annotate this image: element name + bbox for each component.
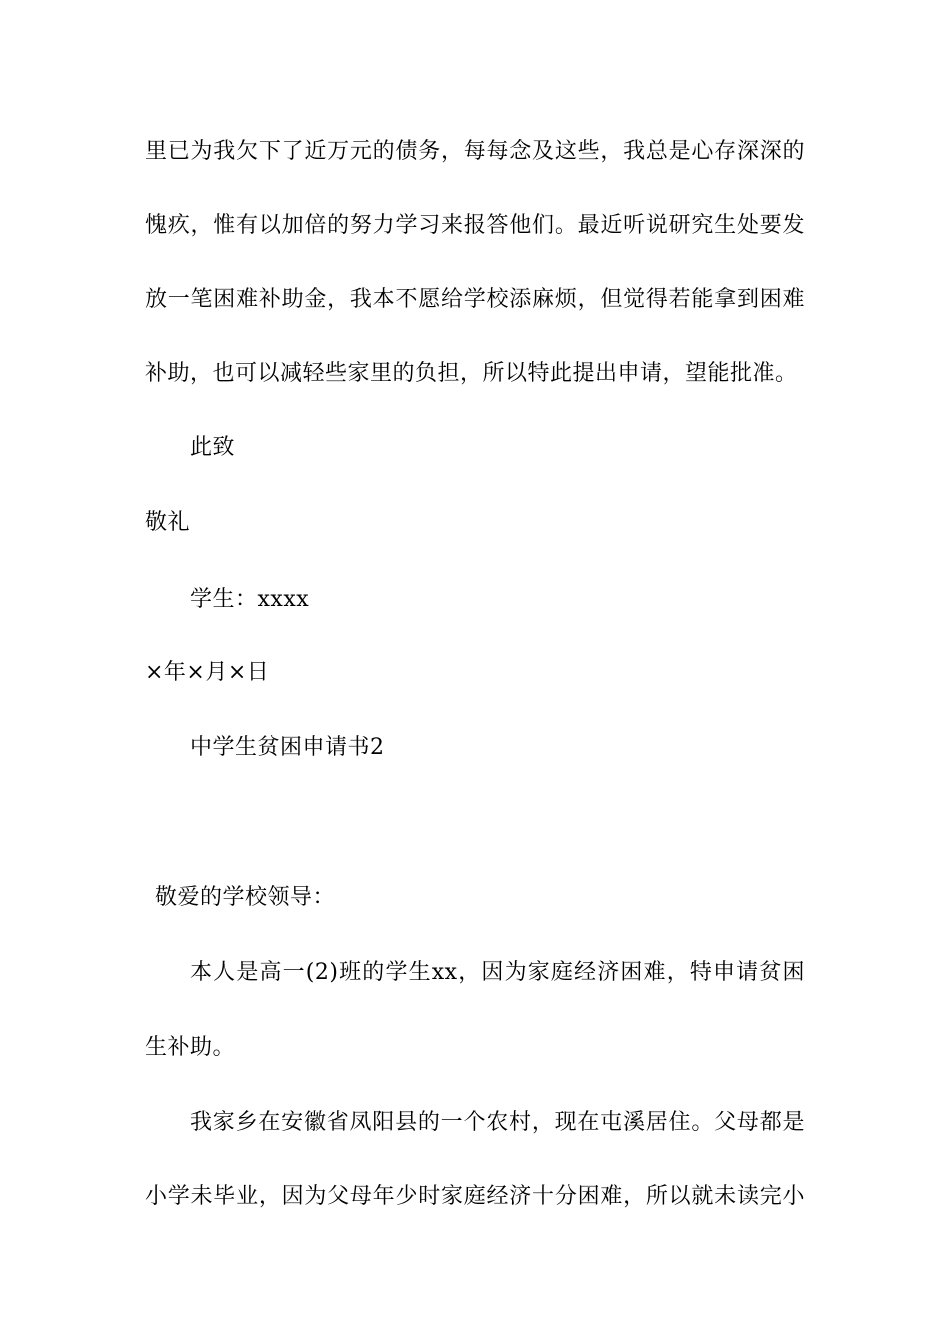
paragraph-line: 小学未毕业，因为父母年少时家庭经济十分困难，所以就未读完小 [145, 1184, 805, 1209]
paragraph-line: 本人是高一(2)班的学生xx，因为家庭经济困难，特申请贫困 [190, 960, 805, 985]
salutation: 敬爱的学校领导： [155, 885, 336, 910]
closing-regards: 敬礼 [145, 510, 191, 535]
body-text-line: 里已为我欠下了近万元的债务，每每念及这些，我总是心存深深的 [145, 139, 805, 164]
section-title: 中学生贫困申请书2 [190, 735, 385, 760]
paragraph-line: 生补助。 [145, 1035, 236, 1060]
paragraph-line: 我家乡在安徽省凤阳县的一个农村，现在屯溪居住。父母都是 [190, 1110, 805, 1135]
signature: 学生：xxxx [190, 587, 310, 612]
date: ×年×月×日 [145, 660, 270, 685]
closing-phrase: 此致 [190, 435, 236, 460]
body-text-line: 愧疚，惟有以加倍的努力学习来报答他们。最近听说研究生处要发 [145, 213, 805, 238]
body-text-line: 放一笔困难补助金，我本不愿给学校添麻烦，但觉得若能拿到困难 [145, 287, 805, 312]
body-text-line: 补助，也可以减轻些家里的负担，所以特此提出申请，望能批准。 [145, 361, 798, 386]
